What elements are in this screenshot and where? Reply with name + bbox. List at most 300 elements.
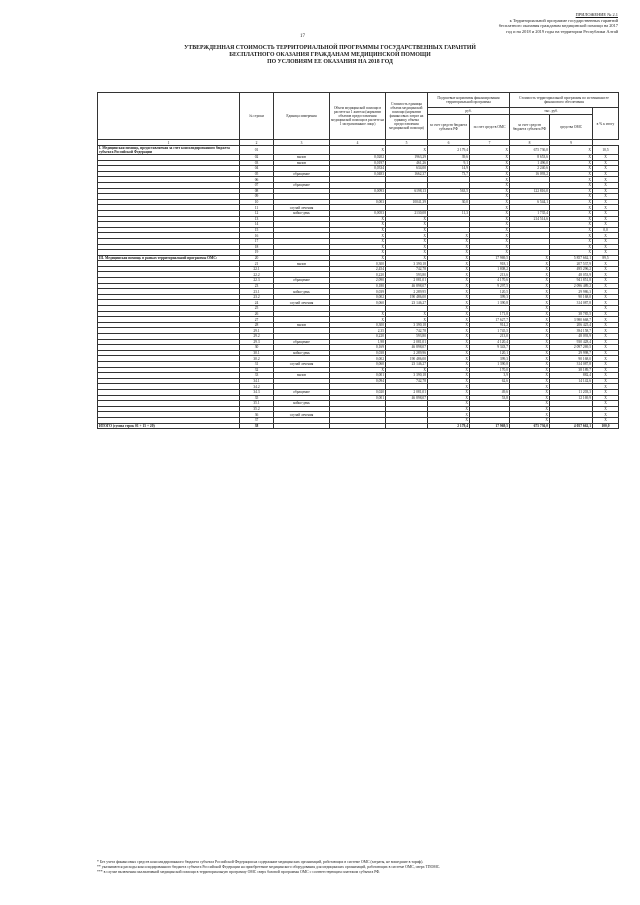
row-pc-budget: Х [428,244,470,250]
row-percent: Х [593,339,619,345]
row-unit: койко-день [274,210,330,216]
header-blank [98,93,240,140]
row-number: 02 [240,155,274,161]
row-number: 14 [240,222,274,228]
row-percent: 0,0 [593,227,619,233]
row-unit-cost: 2 289,96 [386,350,428,356]
row-number: 30 [240,345,274,351]
row-volume: Х [330,367,386,373]
row-percent: Х [593,177,619,183]
col-num-5: 5 [386,140,428,146]
row-volume: 2,454 [330,266,386,272]
row-unit-cost: 593,80 [386,272,428,278]
row-cp-oms: Х [550,199,593,205]
col-num-9: 9 [550,140,593,146]
header-volume: Объем медицинской помощи в расчете на 1 жителя (норматив объемов предоставления медицинской помощи в расчете на 1 застрахованное лицо) [330,93,386,140]
row-unit-cost: Х [386,367,428,373]
row-unit: случай лечения [274,412,330,418]
annex-line-3: бесплатного оказания гражданам медицинской помощи на 2017 [498,23,618,29]
row-pc-budget: 9,1 [428,160,470,166]
row-cp-oms: 930 428,4 [550,339,593,345]
row-pc-oms: Х [470,205,510,211]
row-percent: 10,5 [593,146,619,155]
row-cp-oms: Х [550,222,593,228]
row-number: 04 [240,166,274,172]
row-volume: 0,300 [330,322,386,328]
row-volume: 2,090 [330,278,386,284]
row-number: 09 [240,194,274,200]
row-cp-budget: Х [510,283,550,289]
annex-line-1: ПРИЛОЖЕНИЕ № 2.1 [575,12,618,17]
row-volume: 0,002 [330,294,386,300]
row-pc-oms: 171,8 [470,311,510,317]
row-volume: 0,060 [330,361,386,367]
row-unit: случай лечения [274,300,330,306]
row-number: 07 [240,182,274,188]
row-percent: Х [593,233,619,239]
header-cp-budget: за счет средств бюджета субъекта РФ [510,115,550,140]
row-cp-oms: 29 998,7 [550,350,593,356]
row-volume: Х [330,250,386,256]
row-unit-cost: 2 081,01 [386,339,428,345]
row-cp-budget: Х [510,306,550,312]
row-unit: койко-день [274,289,330,295]
header-cp-oms: средства ОМС [550,115,593,140]
row-number: 15 [240,227,274,233]
col-num-1: 1 [98,140,240,146]
row-percent: Х [593,261,619,267]
row-cp-oms: 206 425,4 [550,322,593,328]
row-unit-cost: Х [386,227,428,233]
row-pc-budget: Х [428,233,470,239]
row-unit: обращение [274,339,330,345]
row-volume: 0,0334 [330,166,386,172]
row-pc-oms: Х [470,171,510,177]
row-unit: обращение [274,182,330,188]
row-cp-budget: Х [510,261,550,267]
row-unit: вызов [274,155,330,161]
row-number: 18 [240,244,274,250]
row-volume: Х [330,216,386,222]
row-unit-cost: 1963,29 [386,155,428,161]
row-percent: 100,0 [593,423,619,429]
row-pc-budget: Х [428,300,470,306]
row-name: I. Медицинская помощь, предоставляемая за счет консолидированного бюджета субъекта Российской Федерации [98,146,240,155]
header-cp-percent: в % к итогу [593,108,619,140]
row-percent: Х [593,406,619,412]
row-cp-oms: 882,4 [550,373,593,379]
row-percent: Х [593,311,619,317]
row-percent: Х [593,328,619,334]
row-volume: 0,169 [330,345,386,351]
total-row [98,423,619,429]
row-cp-oms: 11 203,3 [550,389,593,395]
row-pc-budget: 563,5 [428,188,470,194]
row-pc-oms: Х [470,233,510,239]
row-percent: Х [593,266,619,272]
row-cp-budget: Х [510,328,550,334]
row-number: 06 [240,177,274,183]
row-percent: Х [593,322,619,328]
row-pc-budget: Х [428,356,470,362]
row-cp-oms: 4 057 662,1 [550,423,593,429]
row-pc-oms: Х [470,227,510,233]
header-unit: Единица измерения [274,93,330,140]
header-row-no: № строки [240,93,274,140]
row-pc-budget: 14,9 [428,166,470,172]
row-pc-oms: 170,0 [470,367,510,373]
row-unit-cost: Х [386,222,428,228]
row-percent: Х [593,222,619,228]
row-unit [274,423,330,429]
row-pc-oms: 120,1 [470,350,510,356]
row-pc-budget: Х [428,406,470,412]
row-number: 32 [240,367,274,373]
row-unit-cost: 2 081,01 [386,278,428,284]
row-cp-oms: 90 168,0 [550,356,593,362]
row-unit-cost: Х [386,250,428,256]
row-cp-oms: 3 980 668,7 [550,317,593,323]
row-unit-cost: 3 390,18 [386,373,428,379]
row-percent: Х [593,194,619,200]
row-percent: Х [593,289,619,295]
row-cp-budget: Х [510,294,550,300]
row-percent: Х [593,401,619,407]
row-unit: случай лечения [274,205,330,211]
row-pc-budget: 2 179,4 [428,423,470,429]
row-pc-oms: Х [470,182,510,188]
row-cp-budget: Х [510,272,550,278]
row-cp-budget: Х [510,300,550,306]
row-cp-budget: Х [510,373,550,379]
row-unit: койко-день [274,350,330,356]
row-percent: Х [593,317,619,323]
row-number: 03 [240,160,274,166]
row-volume: 0,0483 [330,171,386,177]
row-volume: Х [330,311,386,317]
row-number: 23 [240,283,274,289]
row-cp-oms: 2 097 269,5 [550,345,593,351]
row-cp-oms: 207 537,9 [550,261,593,267]
row-unit-cost: 10041,39 [386,199,428,205]
row-cp-oms: Х [550,227,593,233]
row-volume: Х [330,238,386,244]
header-per-capita: Подушевые нормативы финансирования территориальной программы [428,93,510,108]
row-number: 34.3 [240,389,274,395]
row-number: 37 [240,417,274,423]
row-number: 30.1 [240,350,274,356]
row-pc-oms: 4 170,6 [470,278,510,284]
row-percent: Х [593,294,619,300]
row-cp-oms: 5 857 662,1 [550,255,593,261]
row-pc-budget: Х [428,373,470,379]
row-number: 12 [240,210,274,216]
row-name: ИТОГО (сумма строк 01 + 15 + 20) [98,423,240,429]
row-pc-budget: 11,3 [428,210,470,216]
row-cp-budget: 675 736,0 [510,146,550,155]
row-percent: Х [593,166,619,172]
row-pc-budget: Х [428,289,470,295]
row-cp-budget: Х [510,406,550,412]
header-pc-budget: за счет средств бюджета субъекта РФ [428,115,470,140]
row-unit: обращение [274,278,330,284]
row-volume: 0,094 [330,378,386,384]
row-cp-oms: Х [550,244,593,250]
row-percent: Х [593,350,619,356]
row-unit: вызов [274,322,330,328]
row-percent: Х [593,155,619,161]
row-cp-budget: Х [510,278,550,284]
row-number: 23.1 [240,289,274,295]
title-line-3: ПО УСЛОВИЯМ ЕЕ ОКАЗАНИЯ НА 2018 ГОД [267,59,393,65]
row-unit-cost: 190 486,00 [386,294,428,300]
row-cp-oms: 12 169,9 [550,395,593,401]
row-number: 21 [240,261,274,267]
row-cp-budget: 122 816,0 [510,188,550,194]
row-percent: Х [593,417,619,423]
row-pc-budget: Х [428,317,470,323]
row-pc-budget: Х [428,384,470,390]
row-pc-budget: Х [428,395,470,401]
row-pc-oms: Х [470,216,510,222]
col-num-4: 4 [330,140,386,146]
row-volume: Х [330,244,386,250]
row-volume: 2,35 [330,328,386,334]
row-pc-oms: 17 969,5 [470,423,510,429]
row-volume: 0,220 [330,334,386,340]
row-percent: Х [593,412,619,418]
row-percent: Х [593,199,619,205]
col-num-3: 3 [274,140,330,146]
row-unit: койко-день [274,401,330,407]
row-number: 22.3 [240,278,274,284]
row-number: 27 [240,317,274,323]
row-pc-oms: 1 390,8 [470,300,510,306]
row-cp-budget: Х [510,350,550,356]
row-percent: Х [593,160,619,166]
row-number: 31 [240,361,274,367]
row-cp-budget: Х [510,378,550,384]
row-volume: 0,180 [330,283,386,289]
row-cp-budget: 8 653,6 [510,155,550,161]
row-pc-oms: 3,9 [470,373,510,379]
row-cp-oms: 48 093,9 [550,334,593,340]
row-unit-cost: Х [386,244,428,250]
row-number: 01 [240,146,274,155]
row-unit-cost: 742,78 [386,328,428,334]
row-unit-cost: Х [386,255,428,261]
row-cp-budget: Х [510,389,550,395]
row-number: 35 [240,395,274,401]
row-percent: Х [593,334,619,340]
header-cost-unit-label: тыс. руб. [510,108,593,115]
row-cp-budget: Х [510,361,550,367]
row-cp-oms: Х [550,146,593,155]
annex-line-2: к Территориальной программе государственных гарантий [509,17,618,23]
row-cp-oms: 29 986,3 [550,289,593,295]
row-cp-budget: 675 736,0 [510,423,550,429]
row-pc-oms: Х [470,177,510,183]
row-percent: Х [593,300,619,306]
row-volume: 0,038 [330,350,386,356]
row-cp-oms: 314 087,8 [550,300,593,306]
row-pc-oms: Х [470,146,510,155]
row-unit-cost: Х [386,233,428,239]
header-cost-unit: Стоимость единицы объема медицинской помощи (норматив финансовых затрат на единицу объема предоставления медицинской помощи) [386,93,428,140]
row-pc-budget: Х [428,283,470,289]
row-unit-cost: 23 146,27 [386,361,428,367]
row-pc-oms: Х [470,155,510,161]
row-pc-budget: Х [428,350,470,356]
row-unit-cost: 46 898,07 [386,283,428,289]
row-cp-budget: Х [510,417,550,423]
row-cp-oms: 38 189,7 [550,367,593,373]
row-percent: Х [593,278,619,284]
row-volume: 0,0053 [330,210,386,216]
row-number: 33 [240,373,274,379]
document-title [90,45,570,66]
row-number: 22.1 [240,266,274,272]
col-num-8: 8 [510,140,550,146]
row-pc-oms: Х [470,210,510,216]
row-pc-budget: Х [428,261,470,267]
row-pc-oms: 4 120,4 [470,339,510,345]
row-unit-cost: 593,80 [386,334,428,340]
row-unit-cost: Х [386,146,428,155]
row-number: 17 [240,238,274,244]
row-number: 24 [240,300,274,306]
row-pc-budget: Х [428,367,470,373]
row-unit-cost: 2 081,01 [386,389,428,395]
row-volume: 0,002 [330,356,386,362]
row-percent: Х [593,389,619,395]
row-pc-budget: Х [428,389,470,395]
row-pc-oms: 399,3 [470,356,510,362]
col-num-2: 2 [240,140,274,146]
row-percent: Х [593,306,619,312]
row-pc-oms: Х [470,244,510,250]
row-volume: 0,003 [330,199,386,205]
row-pc-oms: 49,6 [470,389,510,395]
row-pc-oms: 62,6 [470,378,510,384]
row-unit-cost: Х [386,238,428,244]
row-unit-cost: 742,78 [386,378,428,384]
row-unit: случай лечения [274,361,330,367]
row-pc-budget: Х [428,361,470,367]
row-pc-oms: 9 297,5 [470,283,510,289]
row-unit-cost: 46 898,07 [386,345,428,351]
row-cp-oms: Х [550,160,593,166]
row-number: 13 [240,216,274,222]
row-pc-oms: 213,0 [470,334,510,340]
row-cp-budget: Х [510,401,550,407]
col-num-7: 7 [470,140,510,146]
row-percent: Х [593,216,619,222]
row-pc-oms: Х [470,222,510,228]
row-cp-budget: Х [510,367,550,373]
row-pc-budget: Х [428,272,470,278]
row-volume: 0,300 [330,261,386,267]
row-name: III. Медицинская помощь в рамках территориальной программы ОМС: [98,255,240,261]
row-cp-budget: Х [510,356,550,362]
row-percent: Х [593,272,619,278]
row-cp-oms: 38 785,5 [550,311,593,317]
row-unit-cost: 2 289,95 [386,289,428,295]
row-volume: Х [330,255,386,261]
title-line-1: УТВЕРЖДЕННАЯ СТОИМОСТЬ ТЕРРИТОРИАЛЬНОЙ ПРОГРАММЫ ГОСУДАРСТВЕННЫХ ГАРАНТИЙ [184,45,476,51]
row-pc-budget: 30,0 [428,199,470,205]
row-volume: Х [330,317,386,323]
row-pc-oms: Х [470,166,510,172]
row-cp-oms: Х [550,182,593,188]
row-pc-oms: Х [470,250,510,256]
row-pc-budget: Х [428,238,470,244]
row-number: 28 [240,322,274,328]
row-pc-oms: 17 969,5 [470,255,510,261]
row-cp-oms: Х [550,216,593,222]
row-percent: Х [593,345,619,351]
row-volume: Х [330,146,386,155]
header-pc-oms: за счет средств ОМС [470,115,510,140]
row-cp-budget: Х [510,317,550,323]
row-unit-cost: 6198,13 [386,188,428,194]
row-cp-budget: 16 093,2 [510,171,550,177]
row-pc-budget: Х [428,334,470,340]
row-pc-oms: Х [470,194,510,200]
row-number: 08 [240,188,274,194]
row-unit: обращение [274,171,330,177]
row-percent: Х [593,283,619,289]
row-pc-budget: Х [428,339,470,345]
row-number: 19 [240,250,274,256]
title-line-2: БЕСПЛАТНОГО ОКАЗАНИЯ ГРАЖДАНАМ МЕДИЦИНСКОЙ ПОМОЩИ [229,52,431,58]
row-cp-oms: 495 296,2 [550,266,593,272]
row-cp-budget: Х [510,395,550,401]
row-pc-oms: Х [470,188,510,194]
row-volume: Х [330,227,386,233]
row-cp-oms: Х [550,171,593,177]
row-cp-budget: Х [510,339,550,345]
row-cp-budget: 6 544,1 [510,199,550,205]
row-cp-budget: Х [510,255,550,261]
row-cp-oms: Х [550,250,593,256]
row-unit-cost: Х [386,311,428,317]
row-cp-oms: 2 096 489,2 [550,283,593,289]
row-unit-cost: 1662,37 [386,171,428,177]
row-pc-oms: 1 390,8 [470,361,510,367]
row-cp-budget: 1 496,0 [510,160,550,166]
row-pc-oms: 120,5 [470,289,510,295]
row-cp-budget: Х [510,334,550,340]
row-percent: Х [593,356,619,362]
page-number: 17 [300,34,305,39]
annex-line-4: год и на 2018 и 2019 годы на территории Республики Алтай [506,28,618,34]
row-cp-oms: Х [550,194,593,200]
row-number: 20 [240,255,274,261]
row-pc-budget: Х [428,378,470,384]
row-pc-budget: Х [428,412,470,418]
row-volume [330,423,386,429]
row-cp-budget: 1 735,4 [510,210,550,216]
row-number: 16 [240,233,274,239]
row-volume: 0,020 [330,389,386,395]
row-unit-cost: Х [386,216,428,222]
row-number: 30.2 [240,356,274,362]
row-number: 10 [240,199,274,205]
row-percent: Х [593,171,619,177]
row-number: 05 [240,171,274,177]
row-cp-oms: 314 087,8 [550,361,593,367]
